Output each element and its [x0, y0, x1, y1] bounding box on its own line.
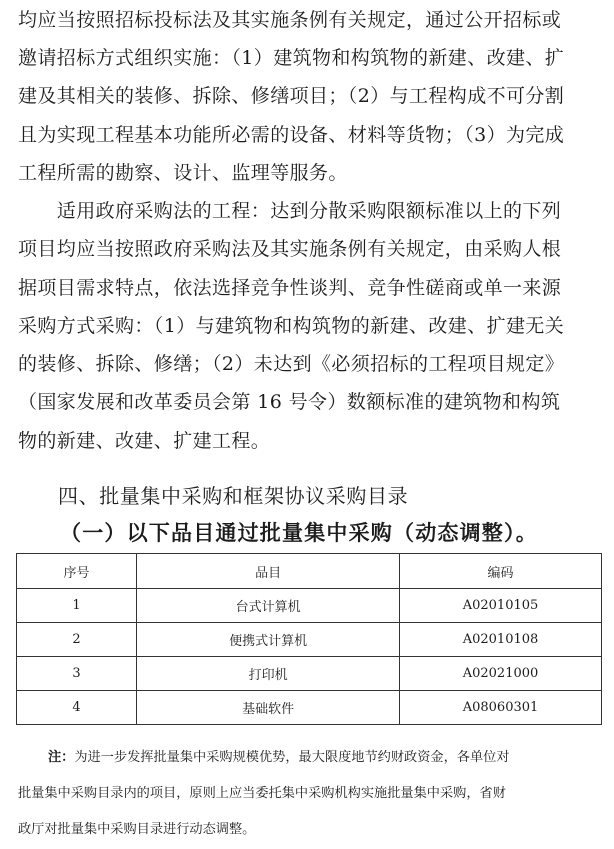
- paragraph-2-line-7: 物的新建、改建、扩建工程。: [18, 430, 271, 452]
- paragraph-2-line-5: 的装修、拆除、修缮；（2）未达到《必须招标的工程项目规定》: [18, 353, 565, 375]
- table-row: [17, 589, 602, 623]
- note-line-3: 政厅对批量集中采购目录进行动态调整。: [18, 822, 256, 837]
- row-serial-number: 1: [17, 589, 137, 623]
- row-code: A02010105: [400, 589, 602, 623]
- row-serial-number: 3: [17, 657, 137, 691]
- table-header-row: [17, 554, 602, 589]
- row-item: 台式计算机: [137, 589, 400, 623]
- sub-heading: （一）以下品目通过批量集中采购（动态调整）。: [60, 521, 538, 545]
- row-serial-number: 4: [17, 691, 137, 725]
- paragraph-2-line-6: （国家发展和改革委员会第 16 号令）数额标准的建筑物和构筑: [18, 391, 561, 413]
- note-line-1: [48, 740, 598, 775]
- table-row: [17, 657, 602, 691]
- table-row: [17, 691, 602, 725]
- paragraph-1-line-3: 建及其相关的装修、拆除、修缮项目；（2）与工程构成不可分割: [18, 85, 565, 107]
- header-item: 品目: [137, 554, 400, 589]
- paragraph-2-line-1: 适用政府采购法的工程：达到分散采购限额标准以上的下列: [18, 200, 562, 222]
- header-serial-number: 序号: [17, 554, 137, 589]
- procurement-catalog-table: [16, 553, 602, 725]
- row-code: A02010108: [400, 623, 602, 657]
- row-item: 基础软件: [137, 691, 400, 725]
- paragraph-1-line-1: 均应当按照招标投标法及其实施条例有关规定，通过公开招标或: [18, 9, 562, 31]
- paragraph-2-line-3: 据项目需求特点，依法选择竞争性谈判、竞争性磋商或单一来源: [18, 277, 562, 299]
- table-row: [17, 623, 602, 657]
- note-label: 注：: [48, 750, 75, 765]
- row-item: 打印机: [137, 657, 400, 691]
- paragraph-2-line-4: 采购方式采购：（1）与建筑物和构筑物的新建、改建、扩建无关: [18, 315, 565, 337]
- paragraph-1-line-4: 且为实现工程基本功能所必需的设备、材料等货物；（3）为完成: [18, 124, 565, 146]
- row-serial-number: 2: [17, 623, 137, 657]
- row-item: 便携式计算机: [137, 623, 400, 657]
- section-heading: 四、批量集中采购和框架协议采购目录: [58, 484, 409, 508]
- paragraph-2-line-2: 项目均应当按照政府采购法及其实施条例有关规定，由采购人根: [18, 238, 562, 260]
- row-code: A08060301: [400, 691, 602, 725]
- note-line-2: 批量集中采购目录内的项目，原则上应当委托集中采购机构实施批量集中采购，省财: [18, 786, 506, 801]
- paragraph-1-line-2: 邀请招标方式组织实施：（1）建筑物和构筑物的新建、改建、扩: [18, 47, 565, 69]
- header-code: 编码: [400, 554, 602, 589]
- note-text-1: 为进一步发挥批量集中采购规模优势，最大限度地节约财政资金，各单位对: [74, 750, 510, 765]
- row-code: A02021000: [400, 657, 602, 691]
- paragraph-1-line-5: 工程所需的勘察、设计、监理等服务。: [18, 162, 348, 184]
